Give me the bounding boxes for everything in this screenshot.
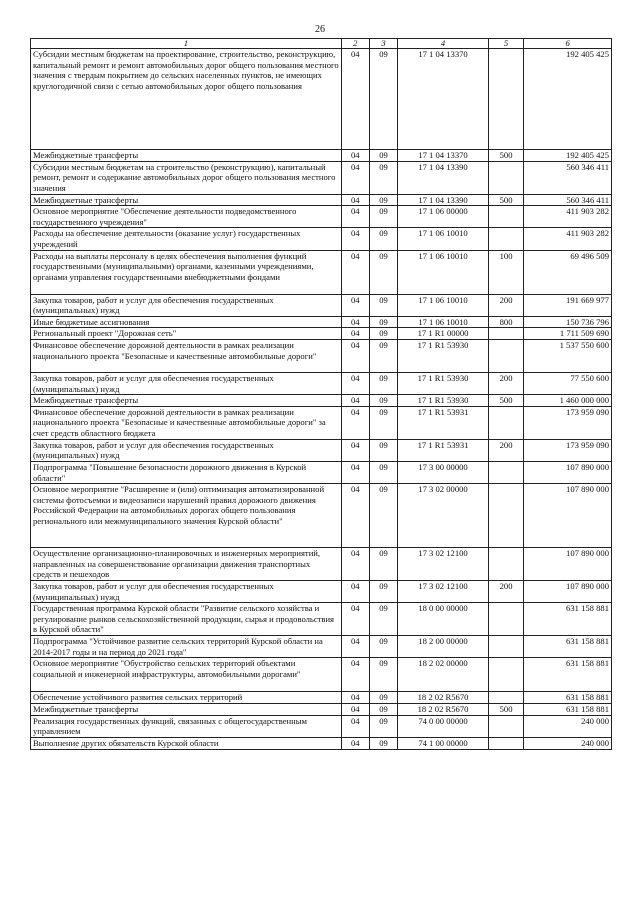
header-col-1: 1 (31, 39, 342, 49)
row-section: 04 (341, 395, 369, 407)
row-expense-type (488, 603, 523, 636)
table-row (31, 228, 612, 250)
row-section: 04 (341, 581, 369, 603)
row-target-code: 17 1 06 10010 (398, 228, 489, 250)
row-target-code: 17 1 R1 53930 (398, 339, 489, 372)
table-row (31, 715, 612, 737)
table-row (31, 372, 612, 394)
row-subsection: 09 (369, 194, 397, 206)
row-subsection: 09 (369, 206, 397, 228)
row-target-code: 17 3 02 00000 (398, 484, 489, 548)
row-target-code: 17 1 R1 53931 (398, 439, 489, 461)
header-col-3: 3 (369, 39, 397, 49)
table-row (31, 250, 612, 294)
row-section: 04 (341, 704, 369, 716)
row-section: 04 (341, 206, 369, 228)
row-subsection: 09 (369, 150, 397, 162)
row-expense-type (488, 228, 523, 250)
table-row (31, 161, 612, 194)
row-amount: 560 346 411 (524, 161, 612, 194)
row-target-code: 17 1 06 10010 (398, 250, 489, 294)
table-row (31, 658, 612, 692)
row-name: Финансовое обеспечение дорожной деятельности в рамках реализации национального проекта "Безопасные и качественные автомобильные дороги" за счет средств областного бюджета (31, 406, 342, 439)
table-row (31, 294, 612, 316)
row-target-code: 17 1 R1 53931 (398, 406, 489, 439)
row-amount: 631 158 881 (524, 603, 612, 636)
row-name: Закупка товаров, работ и услуг для обеспечения государственных (муниципальных) нужд (31, 294, 342, 316)
row-amount: 192 405 425 (524, 49, 612, 150)
row-section: 04 (341, 658, 369, 692)
row-name: Выполнение других обязательств Курской области (31, 737, 342, 749)
row-subsection: 09 (369, 737, 397, 749)
budget-table (30, 38, 612, 750)
row-target-code: 17 1 04 13390 (398, 161, 489, 194)
row-amount: 631 158 881 (524, 636, 612, 658)
row-target-code: 18 2 02 00000 (398, 658, 489, 692)
row-amount: 192 405 425 (524, 150, 612, 162)
row-subsection: 09 (369, 395, 397, 407)
row-target-code: 17 1 06 10010 (398, 294, 489, 316)
row-name: Межбюджетные трансферты (31, 704, 342, 716)
row-section: 04 (341, 294, 369, 316)
row-target-code: 17 1 04 13370 (398, 49, 489, 150)
row-amount: 150 736 796 (524, 316, 612, 328)
row-subsection: 09 (369, 461, 397, 483)
row-target-code: 18 2 02 R5670 (398, 692, 489, 704)
header-col-5: 5 (488, 39, 523, 49)
row-section: 04 (341, 316, 369, 328)
row-expense-type (488, 206, 523, 228)
row-amount: 240 000 (524, 737, 612, 749)
row-section: 04 (341, 439, 369, 461)
row-section: 04 (341, 406, 369, 439)
row-amount: 1 460 000 000 (524, 395, 612, 407)
table-row (31, 461, 612, 483)
row-section: 04 (341, 150, 369, 162)
row-expense-type: 200 (488, 581, 523, 603)
table-row (31, 150, 612, 162)
row-section: 04 (341, 636, 369, 658)
row-amount: 107 890 000 (524, 548, 612, 581)
table-row (31, 49, 612, 150)
row-amount: 173 959 090 (524, 406, 612, 439)
row-name: Расходы на выплаты персоналу в целях обеспечения выполнения функций государственными (муниципальными) органами, казенными учреждениями, органами управления государственными внебюджетными фондами (31, 250, 342, 294)
row-expense-type: 200 (488, 294, 523, 316)
row-name: Обеспечение устойчивого развития сельских территорий (31, 692, 342, 704)
row-expense-type (488, 461, 523, 483)
row-expense-type (488, 636, 523, 658)
row-expense-type: 500 (488, 194, 523, 206)
row-name: Осуществление организационно-планировочных и инженерных мероприятий, направленных на совершенствование организации движения транспортных средств и пешеходов (31, 548, 342, 581)
table-row (31, 581, 612, 603)
table-row (31, 548, 612, 581)
table-row (31, 484, 612, 548)
row-expense-type (488, 161, 523, 194)
row-section: 04 (341, 328, 369, 340)
row-subsection: 09 (369, 704, 397, 716)
row-target-code: 17 1 06 00000 (398, 206, 489, 228)
row-amount: 240 000 (524, 715, 612, 737)
row-expense-type: 500 (488, 150, 523, 162)
row-name: Межбюджетные трансферты (31, 395, 342, 407)
row-name: Межбюджетные трансферты (31, 150, 342, 162)
table-row (31, 704, 612, 716)
row-subsection: 09 (369, 339, 397, 372)
table-row (31, 692, 612, 704)
row-amount: 69 496 509 (524, 250, 612, 294)
row-name: Иные бюджетные ассигнования (31, 316, 342, 328)
page-number: 26 (315, 24, 325, 35)
row-expense-type (488, 692, 523, 704)
table-row (31, 339, 612, 372)
row-subsection: 09 (369, 548, 397, 581)
row-section: 04 (341, 484, 369, 548)
row-section: 04 (341, 161, 369, 194)
row-name: Закупка товаров, работ и услуг для обеспечения государственных (муниципальных) нужд (31, 581, 342, 603)
row-target-code: 74 0 00 00000 (398, 715, 489, 737)
row-name: Субсидии местным бюджетам на проектирование, строительство, реконструкцию, капитальный ремонт и ремонт автомобильных дорог общего пользования местного значения с твердым покрытием до сельских населенных пунктов, не имеющих круглогодичной связи с сетью автомобильных дорог общего пользования (31, 49, 342, 150)
row-subsection: 09 (369, 228, 397, 250)
row-amount: 173 959 090 (524, 439, 612, 461)
row-section: 04 (341, 548, 369, 581)
row-section: 04 (341, 194, 369, 206)
row-expense-type (488, 658, 523, 692)
row-name: Основное мероприятие "Расширение и (или) оптимизация автоматизированной системы фотосъемки и видеозаписи нарушений правил дорожного движения Российской Федерации на автомобильных дорогах общего пользования регионального или межмуниципального значения Курской области" (31, 484, 342, 548)
row-section: 04 (341, 339, 369, 372)
table-row (31, 395, 612, 407)
row-amount: 77 550 600 (524, 372, 612, 394)
row-target-code: 18 0 00 00000 (398, 603, 489, 636)
header-col-4: 4 (398, 39, 489, 49)
row-name: Финансовое обеспечение дорожной деятельности в рамках реализации национального проекта "Безопасные и качественные автомобильные дороги" (31, 339, 342, 372)
row-amount: 631 158 881 (524, 658, 612, 692)
row-target-code: 17 1 06 10010 (398, 316, 489, 328)
row-subsection: 09 (369, 406, 397, 439)
row-expense-type (488, 484, 523, 548)
table-row (31, 194, 612, 206)
header-col-6: 6 (524, 39, 612, 49)
row-name: Подпрограмма "Повышение безопасности дорожного движения в Курской области" (31, 461, 342, 483)
row-target-code: 17 3 00 00000 (398, 461, 489, 483)
row-target-code: 17 1 R1 53930 (398, 395, 489, 407)
row-section: 04 (341, 49, 369, 150)
row-name: Подпрограмма "Устойчивое развитие сельских территорий Курской области на 2014-2017 годы и на период до 2021 года" (31, 636, 342, 658)
row-amount: 191 669 977 (524, 294, 612, 316)
row-expense-type (488, 737, 523, 749)
row-amount: 411 903 282 (524, 228, 612, 250)
row-subsection: 09 (369, 316, 397, 328)
row-section: 04 (341, 372, 369, 394)
table-row (31, 316, 612, 328)
row-subsection: 09 (369, 250, 397, 294)
row-target-code: 74 1 00 00000 (398, 737, 489, 749)
row-name: Основное мероприятие "Обеспечение деятельности подведомственного государственного учреждения" (31, 206, 342, 228)
row-target-code: 17 1 R1 00000 (398, 328, 489, 340)
table-row (31, 439, 612, 461)
table-row (31, 406, 612, 439)
row-target-code: 18 2 02 R5670 (398, 704, 489, 716)
row-expense-type: 200 (488, 372, 523, 394)
table-row (31, 636, 612, 658)
row-section: 04 (341, 461, 369, 483)
row-expense-type (488, 406, 523, 439)
row-subsection: 09 (369, 603, 397, 636)
row-amount: 411 903 282 (524, 206, 612, 228)
row-name: Государственная программа Курской области "Развитие сельского хозяйства и регулирование рынков сельскохозяйственной продукции, сырья и продовольствия в Курской области" (31, 603, 342, 636)
row-amount: 1 537 550 600 (524, 339, 612, 372)
row-subsection: 09 (369, 49, 397, 150)
row-name: Межбюджетные трансферты (31, 194, 342, 206)
row-section: 04 (341, 250, 369, 294)
table-header-row (31, 39, 612, 49)
header-col-2: 2 (341, 39, 369, 49)
row-expense-type (488, 715, 523, 737)
row-expense-type (488, 339, 523, 372)
row-subsection: 09 (369, 294, 397, 316)
table-row (31, 603, 612, 636)
row-section: 04 (341, 692, 369, 704)
table-body (31, 49, 612, 750)
row-expense-type (488, 548, 523, 581)
row-expense-type: 100 (488, 250, 523, 294)
row-name: Субсидии местным бюджетам на строительство (реконструкцию), капитальный ремонт, ремонт и содержание автомобильных дорог общего пользования местного значения (31, 161, 342, 194)
row-amount: 107 890 000 (524, 484, 612, 548)
row-section: 04 (341, 737, 369, 749)
row-subsection: 09 (369, 161, 397, 194)
row-expense-type: 800 (488, 316, 523, 328)
table-row (31, 737, 612, 749)
row-amount: 631 158 881 (524, 704, 612, 716)
row-subsection: 09 (369, 715, 397, 737)
row-subsection: 09 (369, 692, 397, 704)
row-name: Закупка товаров, работ и услуг для обеспечения государственных (муниципальных) нужд (31, 372, 342, 394)
row-target-code: 17 1 R1 53930 (398, 372, 489, 394)
table-row (31, 206, 612, 228)
row-subsection: 09 (369, 439, 397, 461)
row-target-code: 17 1 04 13370 (398, 150, 489, 162)
table-row (31, 328, 612, 340)
row-expense-type: 500 (488, 395, 523, 407)
row-section: 04 (341, 228, 369, 250)
row-name: Региональный проект "Дорожная сеть" (31, 328, 342, 340)
row-subsection: 09 (369, 372, 397, 394)
row-expense-type: 500 (488, 704, 523, 716)
row-target-code: 17 3 02 12100 (398, 581, 489, 603)
row-subsection: 09 (369, 581, 397, 603)
row-amount: 107 890 000 (524, 461, 612, 483)
row-amount: 631 158 881 (524, 692, 612, 704)
row-expense-type (488, 49, 523, 150)
row-subsection: 09 (369, 658, 397, 692)
row-expense-type: 200 (488, 439, 523, 461)
row-section: 04 (341, 715, 369, 737)
row-target-code: 17 3 02 12100 (398, 548, 489, 581)
row-target-code: 18 2 00 00000 (398, 636, 489, 658)
row-subsection: 09 (369, 484, 397, 548)
row-subsection: 09 (369, 328, 397, 340)
row-amount: 107 890 000 (524, 581, 612, 603)
row-name: Закупка товаров, работ и услуг для обеспечения государственных (муниципальных) нужд (31, 439, 342, 461)
row-target-code: 17 1 04 13390 (398, 194, 489, 206)
row-amount: 560 346 411 (524, 194, 612, 206)
row-name: Основное мероприятие "Обустройство сельских территорий объектами социальной и инженерной инфраструктуры, автомобильными дорогами" (31, 658, 342, 692)
row-section: 04 (341, 603, 369, 636)
row-name: Расходы на обеспечение деятельности (оказание услуг) государственных учреждений (31, 228, 342, 250)
row-expense-type (488, 328, 523, 340)
row-subsection: 09 (369, 636, 397, 658)
row-amount: 1 711 509 690 (524, 328, 612, 340)
row-name: Реализация государственных функций, связанных с общегосударственным управлением (31, 715, 342, 737)
